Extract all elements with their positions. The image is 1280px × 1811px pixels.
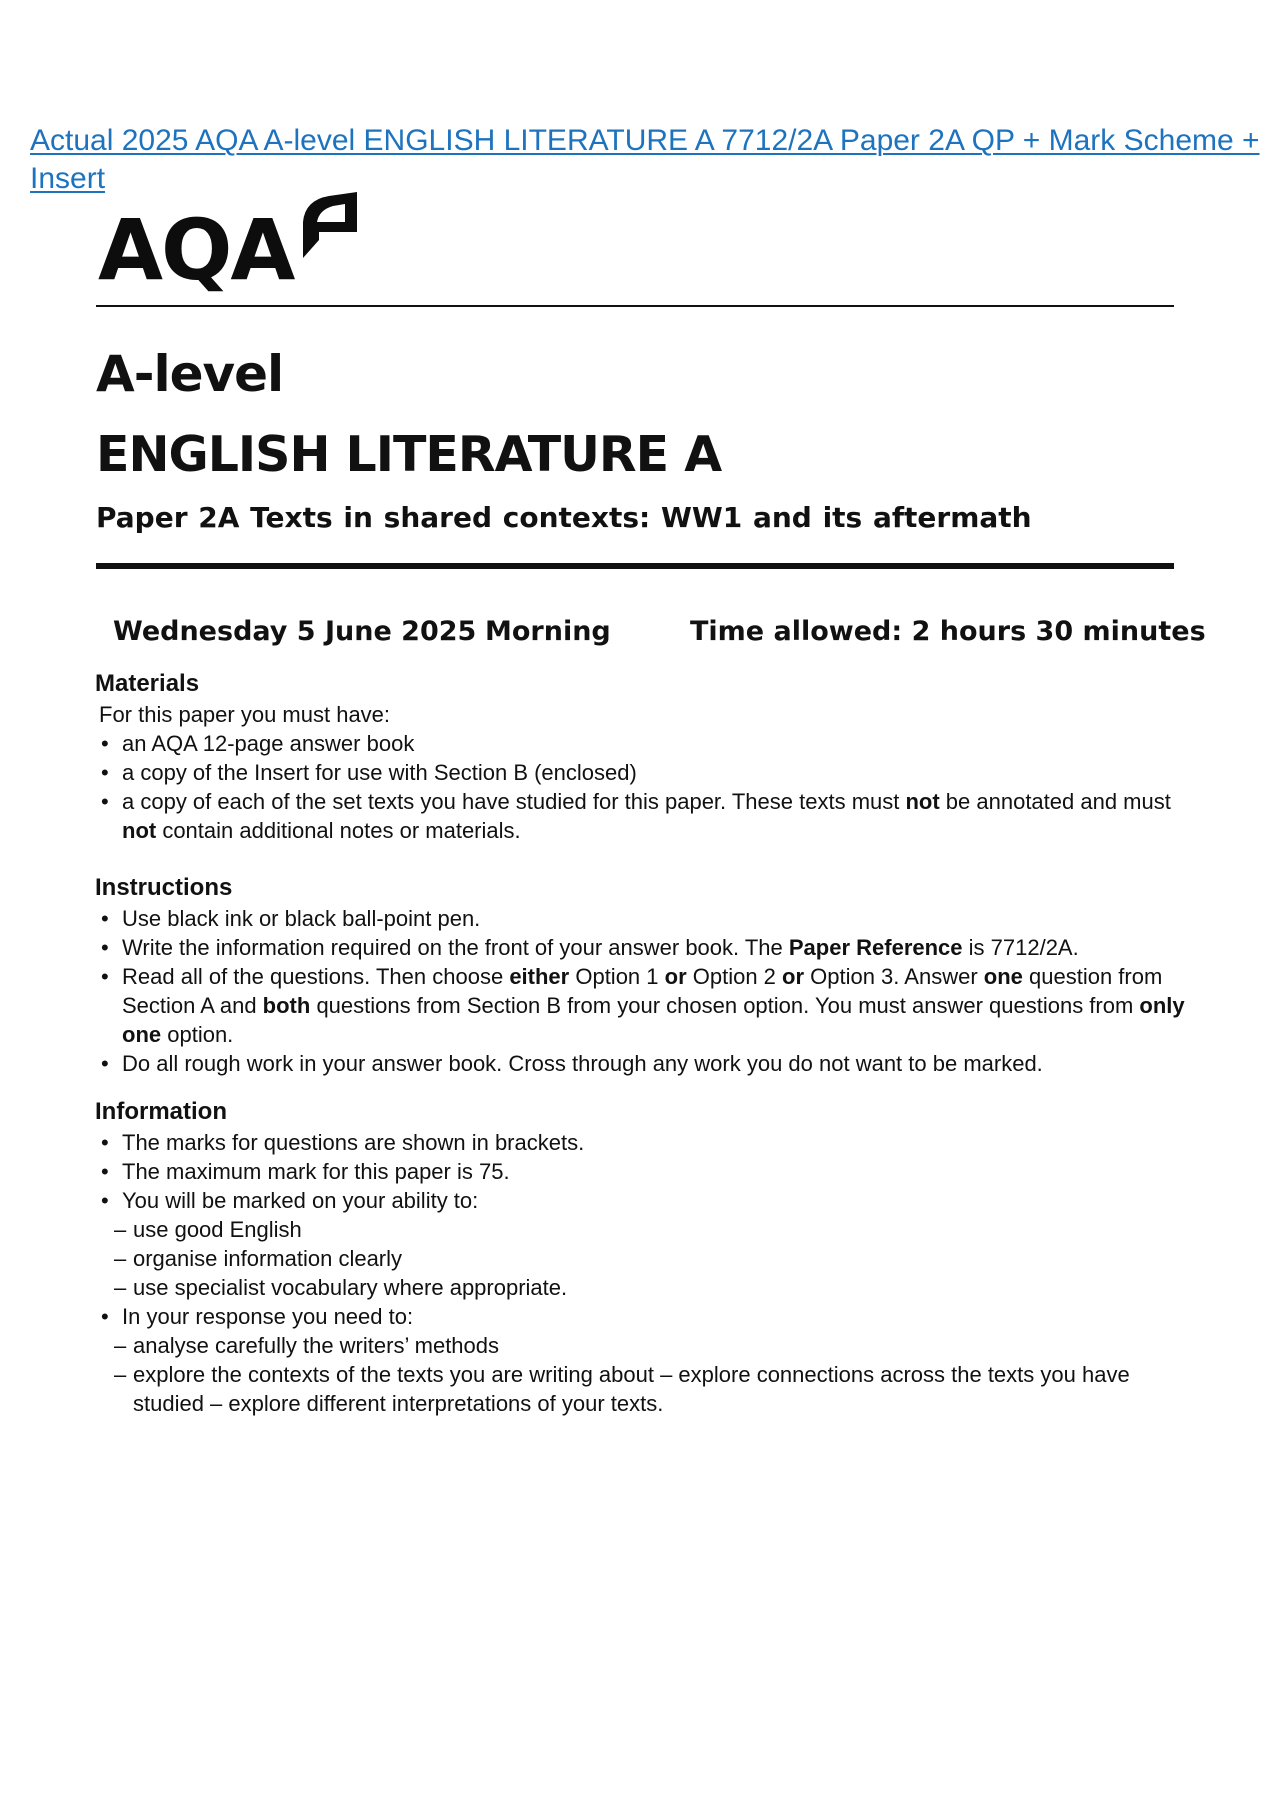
instructions-heading: Instructions (95, 874, 233, 901)
list-item: • Use black ink or black ball-point pen. (95, 904, 1185, 933)
list-item: • Read all of the questions. Then choose either Option 1 or Option 2 or Option 3. Answer one question from Section A and both questions from Section B from your chosen option. You must answer questions from only one option. (95, 962, 1185, 1049)
list-item: • Write the information required on the front of your answer book. The Paper Reference is 7712/2A. (95, 933, 1185, 962)
information-section (95, 1096, 1185, 1418)
information-list (95, 1128, 1185, 1418)
information-heading: Information (95, 1098, 227, 1125)
sublist-item: – analyse carefully the writers’ methods (114, 1331, 1185, 1360)
list-item: • a copy of each of the set texts you have studied for this paper. These texts must not be annotated and must not contain additional notes or materials. (95, 787, 1185, 845)
sublist-item: – use good English (114, 1215, 1185, 1244)
document-title-link[interactable]: Actual 2025 AQA A-level ENGLISH LITERATURE A 7712/2A Paper 2A QP + Mark Scheme + Insert (30, 124, 1260, 195)
list-item: • Do all rough work in your answer book. Cross through any work you do not want to be marked. (95, 1049, 1185, 1078)
aqa-leaf-icon (299, 192, 361, 258)
aqa-logo (98, 192, 361, 299)
list-item: • The maximum mark for this paper is 75. (95, 1157, 1185, 1186)
sublist-item: – use specialist vocabulary where appropriate. (114, 1273, 1185, 1302)
sublist-item: – organise information clearly (114, 1244, 1185, 1273)
instructions-list (95, 904, 1185, 1078)
header-rule (96, 305, 1174, 307)
materials-section (95, 668, 1185, 845)
subject-title: ENGLISH LITERATURE A (96, 426, 722, 483)
exam-session: Morning (485, 616, 611, 647)
response-sublist (114, 1331, 1185, 1418)
list-item: • an AQA 12-page answer book (95, 729, 1185, 758)
materials-intro: For this paper you must have: (99, 702, 391, 727)
materials-list (95, 729, 1185, 845)
ability-sublist (114, 1215, 1185, 1302)
title-rule (96, 563, 1174, 569)
list-item: • The marks for questions are shown in brackets. (95, 1128, 1185, 1157)
aqa-logo-text: AQA (98, 201, 294, 299)
exam-date: Wednesday 5 June 2025 (113, 616, 477, 647)
paper-title: Paper 2A Texts in shared contexts: WW1 and its aftermath (96, 501, 1032, 534)
time-allowed: Time allowed: 2 hours 30 minutes (690, 616, 1206, 647)
instructions-section (95, 872, 1185, 1078)
qualification-level: A-level (96, 345, 284, 403)
list-item: • In your response you need to: – analyse carefully the writers’ methods – explore the contexts of the texts you are writing about – explore connections across the texts you have studied – explore different interpretations of your texts. (95, 1302, 1185, 1418)
sublist-item: – explore the contexts of the texts you are writing about – explore connections across the texts you have studied – explore different interpretations of your texts. (114, 1360, 1185, 1418)
list-item: • a copy of the Insert for use with Section B (enclosed) (95, 758, 1185, 787)
materials-heading: Materials (95, 670, 200, 697)
list-item: • You will be marked on your ability to: – use good English – organise information clearly – use specialist vocabulary where appropriate. (95, 1186, 1185, 1302)
